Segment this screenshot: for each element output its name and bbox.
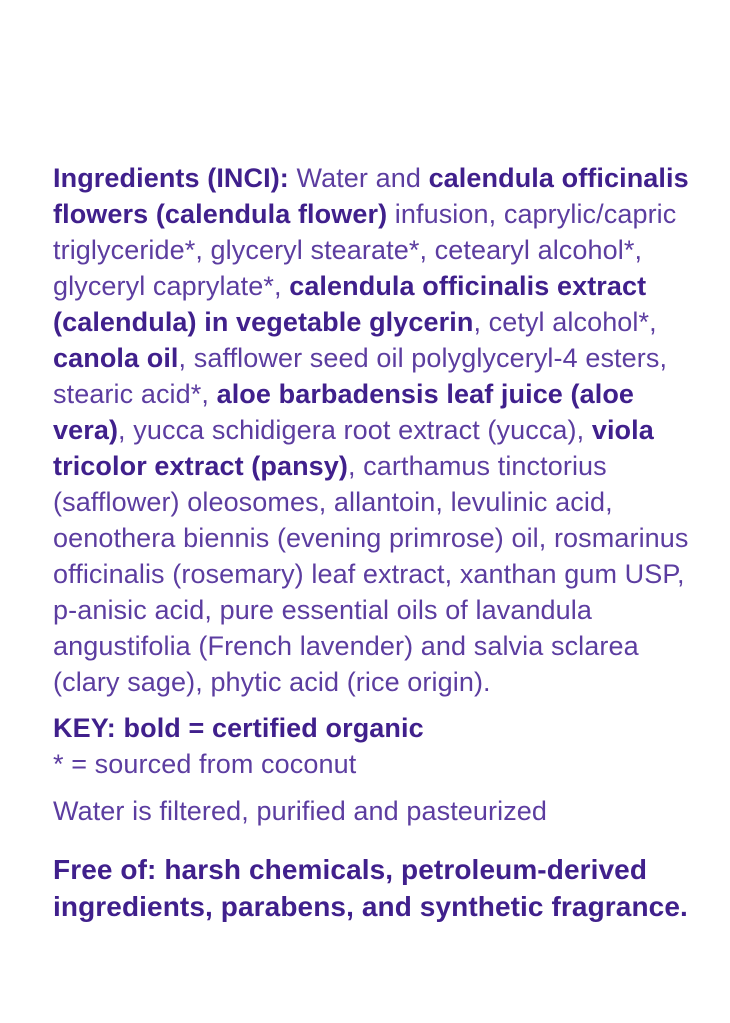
asterisk-legend-line: * = sourced from coconut (53, 749, 357, 779)
water-note: Water is filtered, purified and pasteurized (53, 796, 548, 826)
text-segment: , yucca schidigera root extract (yucca), (118, 415, 592, 445)
text-segment: viola tricolor extract (pansy) (53, 415, 654, 481)
key-legend-line (53, 710, 692, 746)
free-of-statement (53, 851, 692, 925)
text-segment: canola oil (53, 343, 179, 373)
text-segment: Ingredients (INCI): (53, 163, 297, 193)
text-segment: Free of: harsh chemicals, petroleum-derived ingredients, parabens, and synthetic fragrance. (53, 854, 688, 922)
text-segment: calendula officinalis extract (calendula) in vegetable glycerin (53, 271, 647, 337)
text-segment: KEY: bold = certified organic (53, 713, 424, 743)
text-segment: infusion, caprylic/capric triglyceride*, glyceryl stearate*, cetearyl alcohol*, glyceryl caprylate*, (53, 199, 677, 301)
text-segment: aloe barbadensis leaf juice (aloe vera) (53, 379, 635, 445)
text-segment: , cetyl alcohol*, (473, 307, 657, 337)
text-segment: , carthamus tinctorius (safflower) oleosomes, allantoin, levulinic acid, oenothera biennis (evening primrose) oil, rosmarinus officinalis (rosemary) leaf extract, xanthan gum USP, p-anisic acid, pure essential oils of lavandula angustifolia (French lavender) and salvia sclarea (clary sage), phytic acid (rice origin). (53, 451, 689, 697)
text-segment: calendula officinalis flowers (calendula flower) (53, 163, 689, 229)
text-segment: Water and (296, 163, 429, 193)
label-content (53, 160, 692, 925)
ingredients-paragraph (53, 160, 692, 700)
text-segment: , safflower seed oil polyglyceryl-4 esters, stearic acid*, (53, 343, 668, 409)
